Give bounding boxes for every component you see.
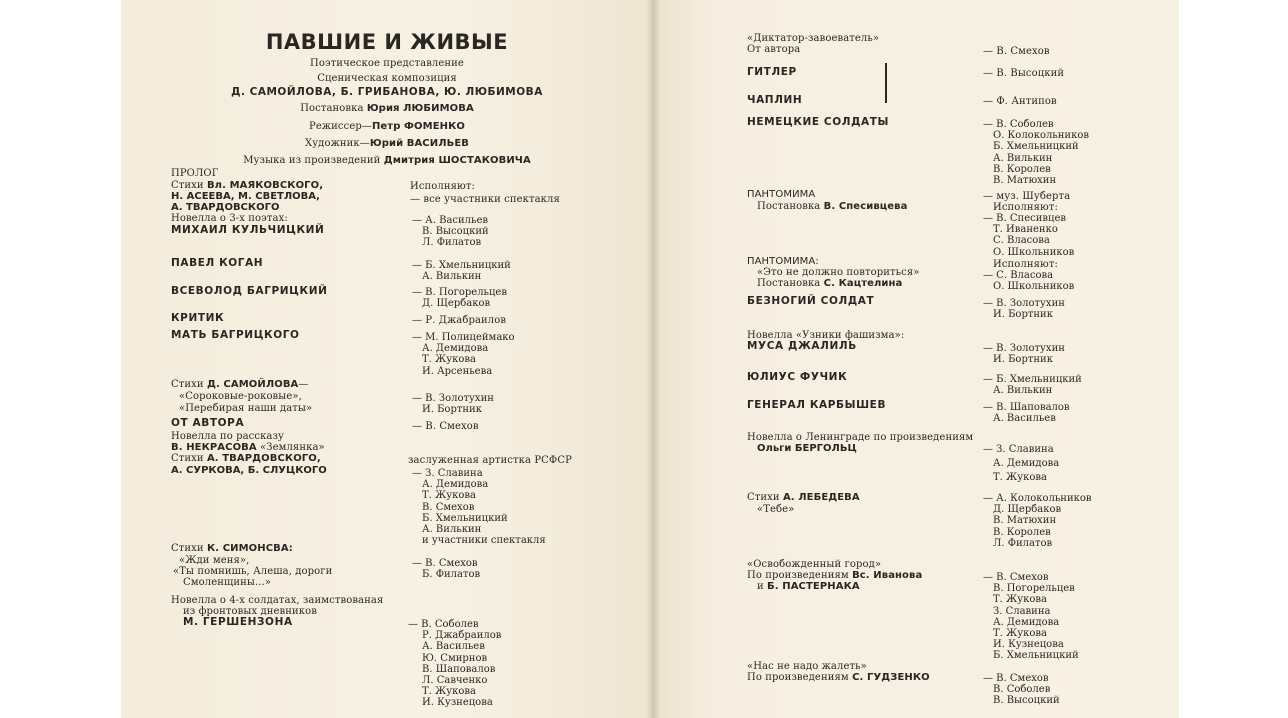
soldiers-source: из фронтовых дневников (183, 606, 317, 617)
tvard-name: А. ТВАРДОВСКОГО, (206, 453, 321, 464)
prolog-heading: ПРОЛОГ (171, 168, 219, 179)
pantomime-2-staging (757, 278, 902, 289)
cast-member: Т. Жукова (422, 490, 477, 502)
role-kulchitsky: МИХАИЛ КУЛЬЧИЦКИЙ (171, 224, 325, 236)
composition-label: Сценическая композиция (317, 73, 457, 84)
pantomime-1-staging-label: Постановка (757, 201, 821, 212)
cast-member: Т. Жукова (422, 354, 477, 366)
cast-member: — М. Полицеймако (412, 332, 515, 343)
role-chaplin: ЧАПЛИН (747, 94, 803, 106)
cast-member: и участники спектакля (422, 535, 546, 547)
leningrad-novella: Новелла о Ленинграде по произведениям (747, 432, 974, 443)
samoilov-poem-1: «Сороковые-роковые», (179, 391, 302, 402)
cast-member: В. Высоцкий (422, 226, 489, 238)
cast-member: — В. Смехов (983, 673, 1049, 684)
role-legless: БЕЗНОГИЙ СОЛДАТ (747, 295, 875, 307)
musa-cast (983, 343, 1065, 365)
page-title: ПАВШИЕ И ЖИВЫЕ (265, 30, 509, 54)
cast-member: — В. Спесивцев (983, 213, 1066, 224)
cast-member: — А. Васильев (412, 215, 489, 226)
simonov-name: К. СИМОНСВА: (206, 543, 293, 554)
fucik-cast (983, 374, 1082, 396)
simonov-poem-3: Смоленщины...» (183, 577, 272, 588)
cast-member: Т. Жукова (422, 686, 477, 698)
cast-member: — З. Славина (983, 444, 1054, 455)
pantomime-2-cast (983, 270, 1074, 292)
samoilov-name: Д. САМОЙЛОВА (206, 379, 299, 390)
cast-member: — В. Шаповалов (983, 402, 1070, 413)
from-author-cast: — В. Смехов (983, 46, 1050, 57)
cast-member: — В. Золотухин (412, 393, 494, 404)
gershenzon: М. ГЕРШЕНЗОНА (183, 616, 293, 628)
cast-member: А. Демидова (422, 479, 489, 491)
lebedev-name: А. ЛЕБЕДЕВА (782, 492, 860, 503)
cast-member: А. Вилькин (422, 271, 482, 283)
role-musa: МУСА ДЖАЛИЛЬ (747, 340, 857, 352)
music-line (121, 155, 653, 166)
cast-member: О. Школьников (993, 281, 1075, 293)
cast-member: И. Кузнецова (422, 697, 493, 709)
cast-member: И. Кузнецова (993, 639, 1064, 651)
cast-member: Р. Джабраилов (422, 630, 502, 642)
lebedev-line (747, 492, 860, 503)
pantomime-2-staging-label: Постановка (757, 278, 821, 289)
cast-member: Л. Савченко (422, 674, 488, 686)
cast-member: Б. Хмельницкий (993, 141, 1079, 153)
staging-label: Постановка (300, 103, 364, 114)
prolog-cast: — все участники спектакля (410, 194, 560, 205)
legless-cast (983, 298, 1065, 320)
cast-member: И. Бортник (422, 404, 482, 416)
from-author: От автора (747, 44, 801, 55)
staging-name: Юрия ЛЮБИМОВА (366, 103, 474, 114)
bergolts: Ольги БЕРГОЛЬЦ (757, 443, 857, 454)
cast-member: — В. Соболев (983, 119, 1054, 130)
right-page (653, 0, 1179, 718)
prolog-poets-line3: А. ТВАРДОВСКОГО (171, 202, 280, 213)
liberated-title: «Освобожденный город» (747, 559, 882, 570)
ivanov-name: Вс. Иванова (852, 570, 923, 581)
role-kogan: ПАВЕЛ КОГАН (171, 257, 264, 269)
simonov-line (171, 543, 293, 554)
cast-member: Т. Жукова (993, 472, 1048, 483)
dictator-title: «Диктатор-завоеватель» (747, 33, 880, 44)
book-fold (646, 0, 660, 718)
cast-member: Д. Щербаков (422, 298, 491, 310)
simonov-label: Стихи (171, 543, 204, 554)
artist-label: Художник— (304, 138, 370, 149)
bracket-line (885, 63, 887, 103)
cast-member: — А. Колокольников (983, 493, 1092, 504)
cast-member: — В. Смехов (412, 558, 478, 569)
cast-member: В. Матюхин (993, 515, 1057, 527)
role-hitler: ГИТЛЕР (747, 66, 797, 78)
simonov-poem-1: «Жди меня», (179, 555, 250, 566)
tvard-label: Стихи (171, 453, 204, 464)
prolog-poets-name: Вл. МАЯКОВСКОГО, (206, 180, 324, 191)
pantomime-2-performers-label: Исполняют: (993, 259, 1058, 270)
cast-member: Л. Филатов (422, 237, 482, 249)
kogan-cast (412, 260, 511, 282)
pantomime-1-heading: ПАНТОМИМА (747, 189, 816, 200)
simonov-poem-2: «Ты помнишь, Алеша, дороги (173, 566, 333, 577)
cast-member: — Б. Хмельницкий (412, 260, 511, 271)
pantomime-1-staging-name: В. Спесивцева (823, 201, 908, 212)
performers-label: Исполняют: (410, 181, 475, 192)
staging-line (121, 103, 653, 114)
cast-member: В. Королев (993, 163, 1051, 175)
cast-member: В. Королев (993, 526, 1051, 538)
director-label: Режиссер— (309, 121, 372, 132)
hitler-cast: — В. Высоцкий (983, 68, 1065, 79)
nekrasov-novella: Новелла по рассказу (171, 431, 285, 442)
cast-member: — В. Погорельцев (412, 287, 507, 298)
cast-member: А. Вилькин (993, 152, 1053, 164)
cast-member: С. Власова (993, 235, 1050, 247)
cast-member: А. Васильев (993, 413, 1056, 425)
soldiers-cast (408, 619, 501, 709)
cast-member: — С. Власова (983, 270, 1054, 281)
cast-member: И. Бортник (993, 354, 1053, 366)
artist-line (121, 138, 653, 149)
cast-member: А. Демидова (993, 616, 1060, 628)
chaplin-cast: — Ф. Антипов (983, 96, 1057, 107)
author-cast: — В. Смехов (412, 421, 479, 432)
tvard-line-2: А. СУРКОВА, Б. СЛУЦКОГО (171, 465, 327, 476)
lebedev-label: Стихи (747, 492, 780, 503)
subtitle: Поэтическое представление (310, 58, 464, 69)
samoilov-dash: — (298, 379, 309, 390)
nekrasov-line (171, 442, 325, 453)
nekrasov-story: «Землянка» (260, 442, 325, 453)
music-name: Дмитрия ШОСТАКОВИЧА (383, 155, 531, 166)
director-name: Петр ФОМЕНКО (371, 121, 465, 132)
pasternak-name: Б. ПАСТЕРНАКА (767, 581, 860, 592)
composition-authors: Д. САМОЙЛОВА, Б. ГРИБАНОВА, Ю. ЛЮБИМОВА (231, 86, 543, 98)
nekrasov-name: В. НЕКРАСОВА (171, 442, 257, 453)
cast-member: Т. Жукова (993, 627, 1048, 639)
cast-member: И. Арсеньева (422, 365, 493, 377)
cast-member: А. Вилькин (422, 523, 482, 535)
pasternak-and: и (757, 581, 764, 592)
prolog-poets-line2: Н. АСЕЕВА, М. СВЕТЛОВА, (171, 191, 320, 202)
bergolts-cast (983, 443, 1059, 485)
pasternak-line (757, 581, 860, 592)
cast-member: Б. Хмельницкий (422, 512, 508, 524)
cast-member: — В. Смехов (983, 572, 1049, 583)
pantomime-2-staging-name: С. Кацтелина (823, 278, 903, 289)
cast-member: Т. Жукова (993, 594, 1048, 606)
artist-name: Юрий ВАСИЛЬЕВ (369, 138, 470, 149)
cast-member: — Б. Хмельницкий (983, 374, 1082, 385)
role-critic: КРИТИК (171, 312, 225, 324)
cast-member: И. Бортник (993, 309, 1053, 321)
cast-member: — В. Соболев (408, 619, 479, 630)
cast-member: З. Славина (993, 605, 1051, 617)
tvard-cast (412, 468, 546, 546)
pantomime-1-cast (983, 213, 1074, 258)
no-pity-cast (983, 673, 1060, 707)
pantomime-2-title: «Это не должно повториться» (757, 267, 920, 278)
cast-member: В. Погорельцев (993, 583, 1075, 595)
gudzenko-name: С. ГУДЗЕНКО (852, 672, 930, 683)
tvard-line (171, 453, 321, 464)
role-author: ОТ АВТОРА (171, 417, 245, 429)
honored-artist: заслуженная артистка РСФСР (408, 455, 572, 466)
samoilov-cast (412, 393, 494, 415)
cast-member: О. Колокольников (993, 130, 1089, 142)
role-german-soldiers: НЕМЕЦКИЕ СОЛДАТЫ (747, 116, 889, 128)
cast-member: А. Демидова (422, 343, 489, 355)
cast-member: А. Васильев (422, 641, 485, 653)
prolog-poets-label: Стихи (171, 180, 204, 191)
music-label: Музыка из произведений (243, 155, 381, 166)
samoilov-line (171, 379, 309, 390)
no-pity-title: «Нас не надо жалеть» (747, 661, 867, 672)
role-mother: МАТЬ БАГРИЦКОГО (171, 329, 300, 341)
cast-member: Б. Филатов (422, 569, 481, 581)
cast-member: Д. Щербаков (993, 504, 1062, 516)
lebedev-poem: «Тебе» (757, 504, 795, 515)
cast-member: О. Школьников (993, 246, 1075, 258)
cast-member: — В. Золотухин (983, 343, 1065, 354)
pantomime-2-heading: ПАНТОМИМА: (747, 256, 819, 267)
pantomime-1-staging (757, 201, 907, 212)
cast-member: А. Вилькин (993, 385, 1053, 397)
pantomime-1-music: — муз. Шуберта (983, 191, 1071, 202)
pantomime-1-performers-label: Исполняют: (993, 202, 1058, 213)
lebedev-cast (983, 493, 1092, 549)
left-page (121, 0, 653, 718)
cast-member: Т. Иваненко (993, 224, 1058, 236)
ivanov-label: По произведениям (747, 570, 849, 581)
kulchitsky-cast (412, 215, 489, 249)
ivanov-line (747, 570, 922, 581)
simonov-cast (412, 558, 480, 580)
samoilov-poem-2: «Перебирая наши даты» (179, 403, 313, 414)
role-bagritsky: ВСЕВОЛОД БАГРИЦКИЙ (171, 285, 328, 297)
cast-member: В. Высоцкий (993, 695, 1060, 707)
fascism-novella: Новелла «Узники фашизма»: (747, 330, 905, 341)
liberated-cast (983, 572, 1079, 662)
role-fucik: ЮЛИУС ФУЧИК (747, 371, 848, 383)
mother-cast (412, 332, 515, 377)
cast-member: — З. Славина (412, 468, 483, 479)
bagritsky-cast (412, 287, 507, 309)
director-line (121, 121, 653, 132)
critic-cast: — Р. Джабраилов (412, 315, 507, 326)
gudzenko-line (747, 672, 930, 683)
cast-member: В. Шаповалов (422, 663, 496, 675)
cast-member: В. Соболев (993, 684, 1051, 696)
cast-member: А. Демидова (993, 458, 1060, 469)
samoilov-label: Стихи (171, 379, 204, 390)
german-cast (983, 119, 1089, 186)
prolog-poets-line1 (171, 180, 323, 191)
cast-member: Ю. Смирнов (422, 652, 488, 664)
cast-member: В. Матюхин (993, 174, 1057, 186)
cast-member: Л. Филатов (993, 537, 1053, 549)
cast-member: — В. Золотухин (983, 298, 1065, 309)
cast-member: Б. Хмельницкий (993, 650, 1079, 662)
gudzenko-label: По произведениям (747, 672, 849, 683)
soldiers-novella: Новелла о 4-х солдатах, заимствованая (171, 595, 384, 606)
karbyshev-cast (983, 402, 1070, 424)
cast-member: В. Смехов (422, 501, 475, 513)
role-karbyshev: ГЕНЕРАЛ КАРБЫШЕВ (747, 399, 887, 411)
novella-3-poets: Новелла о 3-х поэтах: (171, 213, 288, 224)
